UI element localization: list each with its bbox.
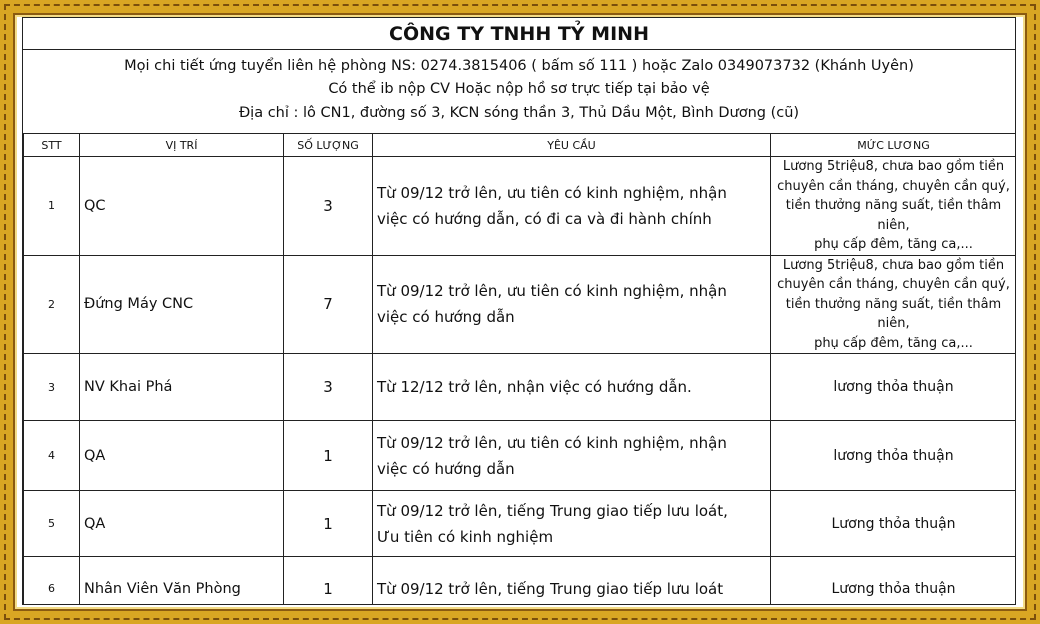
cell-salary: lương thỏa thuận [771, 421, 1017, 491]
cell-quantity: 3 [284, 354, 373, 421]
cell-quantity: 1 [284, 557, 373, 606]
cell-position: Nhân Viên Văn Phòng [80, 557, 284, 606]
cell-salary [771, 157, 1017, 256]
cell-salary: lương thỏa thuận [771, 354, 1017, 421]
cell-position: QC [80, 157, 284, 256]
cell-requirements [373, 491, 771, 557]
salary-line: tiền thưởng năng suất, tiền thâm niên, [785, 296, 1002, 331]
cell-salary: Lương thỏa thuận [771, 491, 1017, 557]
table-header-row [24, 134, 1017, 157]
req-line: Từ 12/12 trở lên, nhận việc có hướng dẫn. [377, 378, 692, 396]
table-row [24, 255, 1017, 354]
cell-requirements [373, 255, 771, 354]
salary-line: Lương 5triệu8, chưa bao gồm tiền [782, 159, 1005, 174]
cell-salary [771, 255, 1017, 354]
cell-requirements [373, 557, 771, 606]
salary-line: tiền thưởng năng suất, tiền thâm niên, [785, 198, 1002, 233]
cell-stt: 4 [24, 421, 80, 491]
req-line: việc có hướng dẫn, có đi ca và đi hành chính [377, 209, 712, 228]
company-title: CÔNG TY TNHH TỶ MINH [23, 19, 1015, 50]
table-row [24, 491, 1017, 557]
table-row [24, 557, 1017, 606]
req-line: Từ 09/12 trở lên, tiếng Trung giao tiếp lưu loát [377, 579, 724, 598]
cell-stt: 3 [24, 354, 80, 421]
table-row [24, 157, 1017, 256]
cell-position: Đứng Máy CNC [80, 255, 284, 354]
header-position: VỊ TRÍ [80, 134, 284, 157]
table-row [24, 421, 1017, 491]
cell-position: QA [80, 421, 284, 491]
cell-stt: 6 [24, 557, 80, 606]
header-salary: MỨC LƯƠNG [771, 134, 1017, 157]
cell-quantity: 3 [284, 157, 373, 256]
req-line: việc có hướng dẫn [377, 459, 515, 478]
job-posting-sheet [22, 17, 1016, 605]
header-quantity: SỐ LƯỢNG [284, 134, 373, 157]
table-row [24, 354, 1017, 421]
salary-line: phụ cấp đêm, tăng ca,... [814, 335, 973, 351]
salary-line: chuyên cần tháng, chuyên cần quý, [777, 277, 1010, 292]
cell-quantity: 1 [284, 491, 373, 557]
contact-line: Mọi chi tiết ứng tuyển liên hệ phòng NS: 0274.3815406 ( bấm số 111 ) hoặc Zalo 0349073732 (Khánh Uyên) [124, 58, 914, 74]
cell-salary: Lương thỏa thuận [771, 557, 1017, 606]
salary-line: Lương 5triệu8, chưa bao gồm tiền [782, 257, 1005, 273]
cell-stt: 1 [24, 157, 80, 256]
salary-line: phụ cấp đêm, tăng ca,... [814, 237, 973, 252]
cell-position: NV Khai Phá [80, 354, 284, 421]
header-stt: STT [24, 134, 80, 157]
address-line: Địa chỉ : lô CN1, đường số 3, KCN sóng thần 3, Thủ Dầu Một, Bình Dương (cũ) [238, 105, 800, 121]
jobs-table [23, 133, 1016, 605]
cell-quantity: 7 [284, 255, 373, 354]
submit-line: Có thể ib nộp CV Hoặc nộp hồ sơ trực tiếp tại bảo vệ [328, 81, 710, 97]
req-line: Từ 09/12 trở lên, ưu tiên có kinh nghiệm, nhận [377, 282, 727, 301]
cell-stt: 2 [24, 255, 80, 354]
cell-requirements [373, 354, 771, 421]
cell-requirements [373, 157, 771, 256]
cell-requirements [373, 421, 771, 491]
req-line: Ưu tiên có kinh nghiệm [377, 527, 554, 546]
salary-line: chuyên cần tháng, chuyên cần quý, [777, 178, 1010, 194]
header-requirements: YÊU CẦU [373, 134, 771, 157]
req-line: Từ 09/12 trở lên, ưu tiên có kinh nghiệm, nhận [377, 433, 727, 452]
cell-position: QA [80, 491, 284, 557]
cell-quantity: 1 [284, 421, 373, 491]
cell-stt: 5 [24, 491, 80, 557]
req-line: việc có hướng dẫn [377, 308, 515, 327]
req-line: Từ 09/12 trở lên, tiếng Trung giao tiếp lưu loát, [377, 501, 728, 520]
req-line: Từ 09/12 trở lên, ưu tiên có kinh nghiệm, nhận [377, 183, 727, 202]
